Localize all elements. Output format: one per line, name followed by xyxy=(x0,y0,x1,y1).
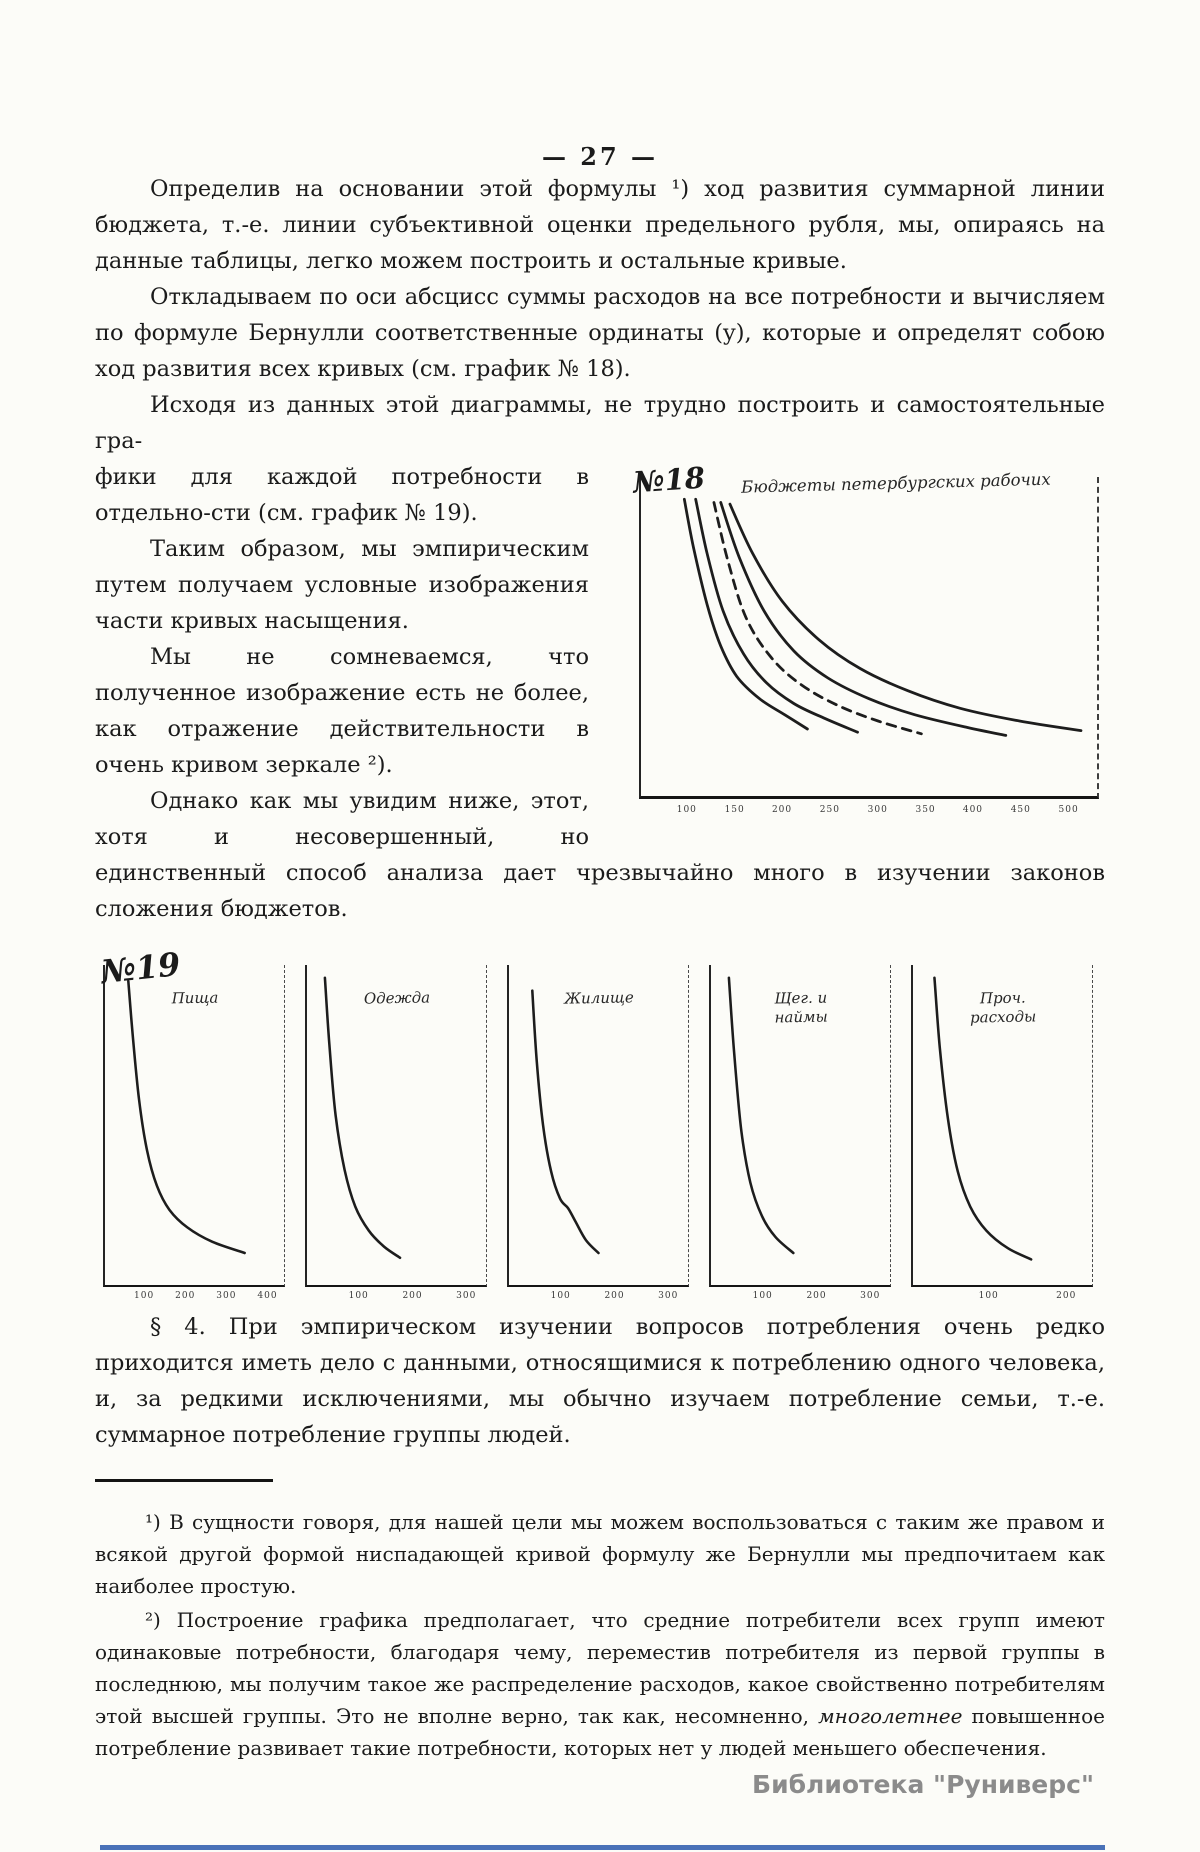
x-tick-label: 200 xyxy=(402,1291,423,1301)
footnotes xyxy=(95,1506,1105,1764)
page-number: — 27 — xyxy=(541,142,659,171)
panel-heating-label: Щег. и наймы xyxy=(774,988,828,1027)
figure-18 xyxy=(623,460,1105,823)
panel-food-x-ticks xyxy=(103,1291,285,1307)
library-watermark: Библиотека "Руниверс" xyxy=(752,1770,1094,1799)
x-tick-label: 250 xyxy=(819,805,840,815)
paragraph-5: Мы не сомневаемся, что полученное изображение есть не более, как отражение действительности в очень кривом зеркале ²). xyxy=(95,644,589,778)
panel-other xyxy=(909,961,1095,1309)
paragraph-3-continued: фики для каждой потребности в отдельно-сти (см. график № 19). xyxy=(95,464,589,526)
figure-18-title: Бюджеты петербургских рабочих xyxy=(740,469,1051,497)
panel-food-canvas xyxy=(105,965,284,1285)
x-tick-label: 350 xyxy=(915,805,936,815)
footnote-1 xyxy=(95,1506,1105,1602)
x-tick-label: 200 xyxy=(604,1291,625,1301)
panel-other-x-ticks xyxy=(911,1291,1093,1307)
paragraph-4: Таким образом, мы эмпирическим путем получаем условные изображения части кривых насыщения. xyxy=(95,536,589,634)
bottom-blue-bar xyxy=(100,1845,1105,1850)
x-tick-label: 100 xyxy=(550,1291,571,1301)
x-tick-label: 200 xyxy=(175,1291,196,1301)
footnote-2-italic: многолетнее xyxy=(818,1704,963,1728)
panel-food xyxy=(101,961,287,1309)
x-tick-label: 400 xyxy=(962,805,984,815)
x-tick-label: 400 xyxy=(257,1291,278,1301)
paragraph-1: Определив на основании этой формулы ¹) ход развития суммарной линии бюджета, т.-е. линии субъективной оценки предельного рубля, мы, опираясь на данные таблицы, легко можем построить и остальные кривые. xyxy=(95,176,1105,274)
panel-clothing-canvas xyxy=(307,965,486,1285)
x-tick-label: 200 xyxy=(771,805,793,815)
x-tick-label: 100 xyxy=(134,1291,155,1301)
panel-housing xyxy=(505,961,691,1309)
figure-18-plot-area xyxy=(639,477,1099,799)
figure-18-label: №18 xyxy=(631,460,706,500)
figure-19 xyxy=(95,944,1105,1309)
panel-other-label: Проч. расходы xyxy=(969,988,1037,1027)
x-tick-label: 100 xyxy=(978,1291,999,1301)
x-tick-label: 500 xyxy=(1058,805,1079,815)
paragraph-3-intro: Исходя из данных этой диаграммы, не трудно построить и самостоятельные гра- xyxy=(95,392,1105,454)
panel-clothing-x-ticks xyxy=(305,1291,487,1307)
footnote-1-text: ¹) В сущности говоря, для нашей цели мы можем воспользоваться с таким же правом и всякой другой формой ниспадающей кривой формулу же Бернулли мы предпочитаем как наиболее простую. xyxy=(95,1510,1105,1598)
panel-housing-x-ticks xyxy=(507,1291,689,1307)
panel-housing-plot xyxy=(507,965,689,1287)
section-4-paragraph: § 4. При эмпирическом изучении вопросов потребления очень редко приходится иметь дело с данными, относящимися к потреблению одного человека, и, за редкими исключениями, мы обычно изучаем потребление семьи, т.-е. суммарное потребление группы людей. xyxy=(95,1314,1105,1448)
figure-19-label: №19 xyxy=(99,944,183,992)
x-tick-label: 150 xyxy=(724,805,745,815)
footnote-rule xyxy=(95,1479,273,1482)
paragraph-6: Однако как мы увидим ниже, этот, хотя и несовершенный, но единственный способ анализа дает чрезвычайно много в изучении законов сложения бюджетов. xyxy=(95,788,1105,922)
x-tick-label: 300 xyxy=(456,1291,477,1301)
footnote-2 xyxy=(95,1604,1105,1764)
footnote-2-tail: повышенное потребление развивает такие потребности, которых нет у людей меньшего обеспечения. xyxy=(95,1704,1106,1760)
x-tick-label: 100 xyxy=(676,805,697,815)
figure-18-canvas xyxy=(641,477,1097,796)
paragraph-2: Откладываем по оси абсцисс суммы расходов на все потребности и вычисляем по формуле Бернулли соответственные ординаты (y), которые и определят собою ход развития всех кривых (см. график № 18). xyxy=(95,284,1105,382)
figure-18-x-ticks xyxy=(639,805,1099,821)
x-tick-label: 300 xyxy=(867,805,888,815)
panel-housing-label: Жилище xyxy=(564,988,634,1008)
x-tick-label: 300 xyxy=(860,1291,881,1301)
footnote-2-text: ²) Построение графика предполагает, что средние потребители всех групп имеют одинаковые потребности, благодаря чему, переместив потребителя из первой группы в последнюю, мы получим такое же распределение расходов, какое свойственно потребителям этой высшей группы. Это не вполне верно, так как, несомненно, xyxy=(95,1608,1105,1728)
x-tick-label: 300 xyxy=(216,1291,237,1301)
panel-food-label: Пища xyxy=(171,988,219,1008)
x-tick-label: 100 xyxy=(348,1291,369,1301)
panel-food-plot xyxy=(103,965,285,1287)
panel-clothing xyxy=(303,961,489,1309)
figure-19-panels xyxy=(95,961,1105,1309)
x-tick-label: 200 xyxy=(806,1291,827,1301)
panel-heating-x-ticks xyxy=(709,1291,891,1307)
panel-clothing-label: Одежда xyxy=(363,988,431,1008)
x-tick-label: 100 xyxy=(752,1291,773,1301)
panel-housing-canvas xyxy=(509,965,688,1285)
x-tick-label: 300 xyxy=(658,1291,679,1301)
panel-heating xyxy=(707,961,893,1309)
panel-clothing-plot xyxy=(305,965,487,1287)
x-tick-label: 450 xyxy=(1010,805,1031,815)
x-tick-label: 200 xyxy=(1056,1291,1077,1301)
